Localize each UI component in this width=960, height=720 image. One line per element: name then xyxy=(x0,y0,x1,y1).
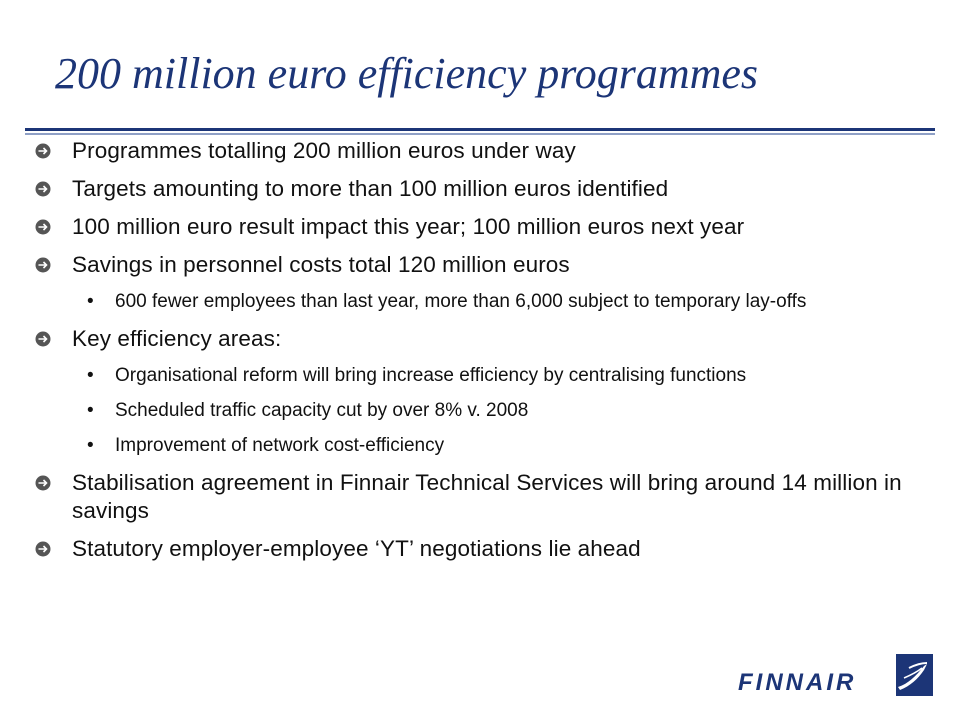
sub-bullet-text: 600 fewer employees than last year, more than 6,000 subject to temporary lay-offs xyxy=(115,291,807,312)
sub-bullet-text: Organisational reform will bring increase efficiency by centralising functions xyxy=(115,365,747,386)
bullet-dot: • xyxy=(87,400,94,421)
bullet-item xyxy=(35,251,940,279)
bullet-dot: • xyxy=(87,435,94,456)
finnair-logo xyxy=(738,654,933,696)
circle-arrow-icon xyxy=(35,257,51,273)
title-rule-thin xyxy=(25,133,935,135)
bullet-item xyxy=(35,137,940,165)
bullet-text: Savings in personnel costs total 120 million euros xyxy=(72,252,570,277)
slide-title: 200 million euro efficiency programmes xyxy=(55,49,759,98)
bullet-dot: • xyxy=(87,291,94,312)
sub-bullet-item xyxy=(35,434,940,458)
bullet-text: Targets amounting to more than 100 million euros identified xyxy=(72,176,669,201)
circle-arrow-icon xyxy=(35,475,51,491)
sub-bullet-text: Improvement of network cost-efficiency xyxy=(115,435,445,456)
logo-wordmark: FINNAIR xyxy=(738,669,857,696)
circle-arrow-icon xyxy=(35,143,51,159)
bullet-item xyxy=(35,325,940,353)
sub-bullet-item xyxy=(35,364,940,388)
bullet-text: Stabilisation agreement in Finnair Technical Services will bring around 14 million in savings xyxy=(72,470,902,523)
circle-arrow-icon xyxy=(35,181,51,197)
bullet-item xyxy=(35,535,940,563)
circle-arrow-icon xyxy=(35,541,51,557)
logo-emblem xyxy=(896,654,933,696)
bullet-text: Statutory employer-employee ‘YT’ negotiations lie ahead xyxy=(72,536,641,561)
bullet-text: 100 million euro result impact this year; 100 million euros next year xyxy=(72,214,745,239)
circle-arrow-icon xyxy=(35,331,51,347)
bullet-text: Key efficiency areas: xyxy=(72,326,282,351)
bullet-text: Programmes totalling 200 million euros under way xyxy=(72,138,576,163)
circle-arrow-icon xyxy=(35,219,51,235)
bullet-item xyxy=(35,469,940,525)
slide-body xyxy=(35,137,940,563)
bullet-item xyxy=(35,213,940,241)
sub-bullet-item xyxy=(35,399,940,423)
title-rule xyxy=(25,128,935,131)
bullet-dot: • xyxy=(87,365,94,386)
bullet-item xyxy=(35,175,940,203)
sub-bullet-text: Scheduled traffic capacity cut by over 8% v. 2008 xyxy=(115,400,529,421)
sub-bullet-item xyxy=(35,290,940,314)
